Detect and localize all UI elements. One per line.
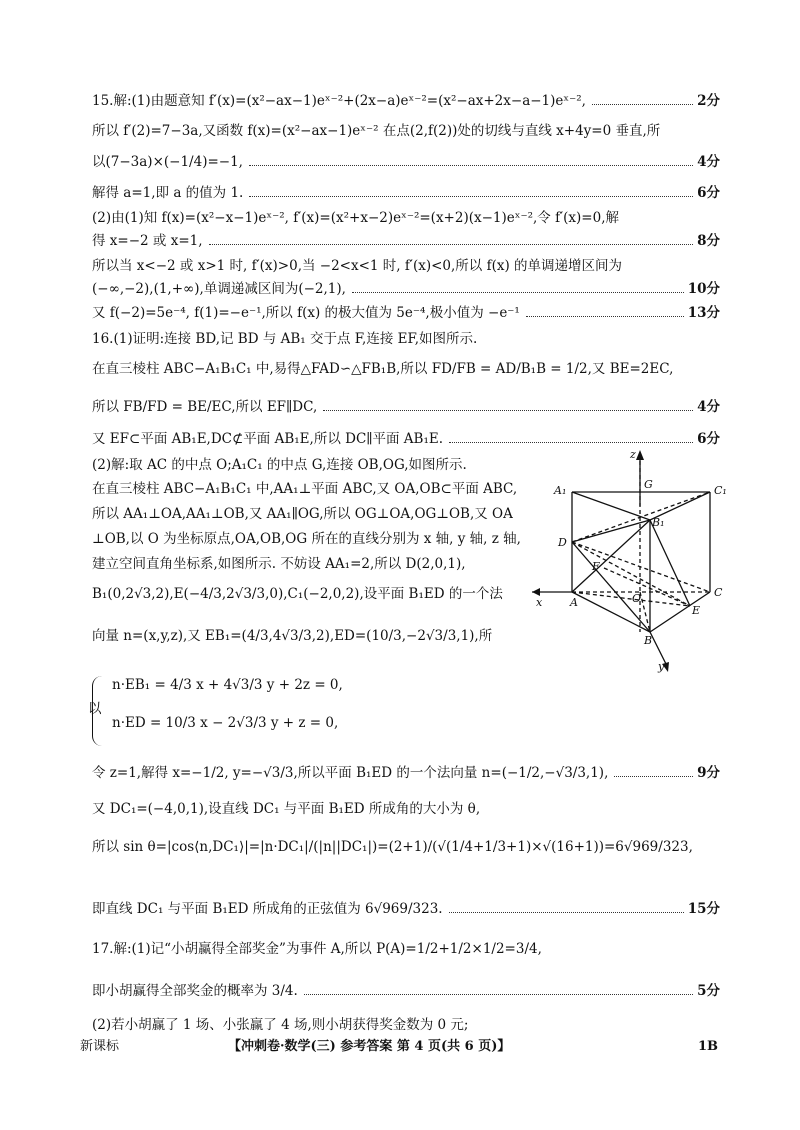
q16-line-7: 所以 AA₁⊥OA,AA₁⊥OB,又 AA₁∥OG,所以 OG⊥OA,OG⊥OB,又 OA	[92, 506, 513, 522]
score-mark: 4分	[697, 399, 720, 415]
label-c1: C₁	[714, 484, 727, 497]
q16-equation-1: n·EB₁ = 4/3 x + 4√3/3 y + 2z = 0,	[112, 677, 343, 693]
label-a: A	[570, 596, 578, 609]
q16-line-2: 在直三棱柱 ABC−A₁B₁C₁ 中,易得△FAD∽△FB₁B,所以 FD/FB = AD/B₁B = 1/2,又 BE=2EC,	[92, 361, 674, 377]
leader-dots	[209, 244, 694, 245]
segment-ae	[572, 592, 690, 606]
label-b1: B₁	[652, 516, 665, 529]
score-mark: 9分	[697, 765, 720, 781]
q16-line-16: 即直线 DC₁ 与平面 B₁ED 所成角的正弦值为 6√969/323. 15分	[92, 901, 720, 917]
score-mark: 5分	[697, 983, 720, 999]
q15-line-7: 所以当 x<−2 或 x>1 时, f′(x)>0,当 −2<x<1 时, f′(x)<0,所以 f(x) 的单调递增区间为	[92, 258, 623, 274]
footer-left: 新课标	[80, 1039, 120, 1054]
q15-line-3: 以(7−3a)×(−1/4)=−1, 4分	[92, 154, 720, 170]
z-axis-arrowhead	[636, 450, 644, 460]
label-y: y	[658, 660, 665, 673]
footer-center: 【冲刺卷·数学(三) 参考答案 第 4 页(共 6 页)】	[228, 1039, 511, 1054]
q17-line-2: 即小胡赢得全部奖金的概率为 3/4. 5分	[92, 983, 720, 999]
q16-line-11: 向量 n=(x,y,z),又 EB₁=(4/3,4√3/3,2),ED=(10/3,−2√3/3,1),所	[92, 628, 493, 644]
q16-line-13: 令 z=1,解得 x=−1/2, y=−√3/3,所以平面 B₁ED 的一个法向量 n=(−1/2,−√3/3,1), 9分	[92, 765, 720, 781]
q15-line-9: 又 f(−2)=5e⁻⁴, f(1)=−e⁻¹,所以 f(x) 的极大值为 5e⁻⁴,极小值为 −e⁻¹ 13分	[92, 305, 720, 321]
score-mark: 13分	[687, 305, 720, 321]
leader-dots	[323, 410, 693, 411]
leader-dots	[526, 316, 684, 317]
edge-a1b1	[572, 492, 650, 520]
q17-line-3: (2)若小胡赢了 1 场、小张赢了 4 场,则小胡获得奖金数为 0 元;	[92, 1017, 469, 1033]
q16-line-5: (2)解:取 AC 的中点 O;A₁C₁ 的中点 G,连接 OB,OG,如图所示.	[92, 457, 467, 473]
q16-line-1: 16.(1)证明:连接 BD,记 BD 与 AB₁ 交于点 F,连接 EF,如图所示.	[92, 331, 478, 347]
q16-line-4: 又 EF⊂平面 AB₁E,DC⊄平面 AB₁E,所以 DC∥平面 AB₁E. 6分	[92, 431, 720, 447]
q16-equation-2: n·ED = 10/3 x − 2√3/3 y + z = 0,	[112, 715, 339, 731]
segment-b1e	[650, 520, 690, 606]
score-mark: 6分	[697, 185, 720, 201]
label-z: z	[630, 448, 636, 461]
label-d: D	[558, 536, 567, 549]
q16-line-9: 建立空间直角坐标系,如图所示. 不妨设 AA₁=2,所以 D(2,0,1),	[92, 556, 466, 572]
q16-line-10: B₁(0,2√3,2),E(−4/3,2√3/3,0),C₁(−2,0,2),设平面 B₁ED 的一个法	[92, 586, 503, 602]
leader-dots	[449, 912, 684, 913]
q16-line-6: 在直三棱柱 ABC−A₁B₁C₁ 中,AA₁⊥平面 ABC,又 OA,OB⊂平面 ABC,	[92, 481, 518, 497]
q16-system-prefix: 以	[88, 701, 102, 717]
label-b: B	[644, 634, 653, 647]
score-mark: 4分	[697, 154, 720, 170]
leader-dots	[304, 994, 693, 995]
footer-right: 1B	[698, 1039, 719, 1054]
score-mark: 2分	[697, 93, 720, 109]
q16-line-3: 所以 FB/FD = BE/EC,所以 EF∥DC, 4分	[92, 399, 720, 415]
q17-line-1: 17.解:(1)记“小胡赢得全部奖金”为事件 A,所以 P(A)=1/2+1/2×1/2=3/4,	[92, 941, 542, 957]
q15-line-4: 解得 a=1,即 a 的值为 1. 6分	[92, 185, 720, 201]
leader-dots	[249, 165, 693, 166]
leader-dots	[352, 292, 684, 293]
prism-figure	[532, 446, 732, 676]
score-mark: 10分	[687, 281, 720, 297]
x-axis-arrowhead	[532, 588, 540, 596]
q15-line-8: (−∞,−2),(1,+∞),单调递减区间为(−2,1), 10分	[92, 281, 720, 297]
score-mark: 15分	[687, 901, 720, 917]
leader-dots	[249, 196, 693, 197]
q16-line-8: ⊥OB,以 O 为坐标原点,OA,OB,OG 所在的直线分别为 x 轴, y 轴, z 轴,	[92, 531, 521, 547]
label-g: G	[644, 478, 653, 491]
segment-de	[572, 542, 690, 606]
score-mark: 6分	[697, 431, 720, 447]
q15-line-1: 15.解:(1)由题意知 f′(x)=(x²−ax−1)eˣ⁻²+(2x−a)eˣ⁻²=(x²−ax+2x−a−1)eˣ⁻², 2分	[92, 93, 720, 109]
label-x: x	[536, 596, 543, 609]
label-a1: A₁	[554, 484, 567, 497]
edge-bc	[650, 592, 710, 632]
q16-line-15: 所以 sin θ=|cos⟨n,DC₁⟩|=|n·DC₁|/(|n||DC₁|)=(2+1)/(√(1/4+1/3+1)×√(16+1))=6√969/323,	[92, 839, 693, 855]
q15-line-5: (2)由(1)知 f(x)=(x²−x−1)eˣ⁻², f′(x)=(x²+x−2)eˣ⁻²=(x+2)(x−1)eˣ⁻²,令 f′(x)=0,解	[92, 210, 620, 226]
q15-line-6: 得 x=−2 或 x=1, 8分	[92, 233, 720, 249]
leader-dots	[592, 104, 693, 105]
q16-line-14: 又 DC₁=(−4,0,1),设直线 DC₁ 与平面 B₁ED 所成角的大小为 θ,	[92, 801, 481, 817]
leader-dots	[449, 442, 693, 443]
segment-fe	[604, 568, 690, 606]
label-c: C	[714, 586, 723, 599]
leader-dots	[614, 776, 693, 777]
label-f: F	[592, 560, 600, 573]
label-e: E	[692, 604, 701, 617]
label-o: O	[632, 592, 642, 605]
q15-line-2: 所以 f′(2)=7−3a,又函数 f(x)=(x²−ax−1)eˣ⁻² 在点(2,f(2))处的切线与直线 x+4y=0 垂直,所	[92, 123, 661, 139]
score-mark: 8分	[697, 233, 720, 249]
